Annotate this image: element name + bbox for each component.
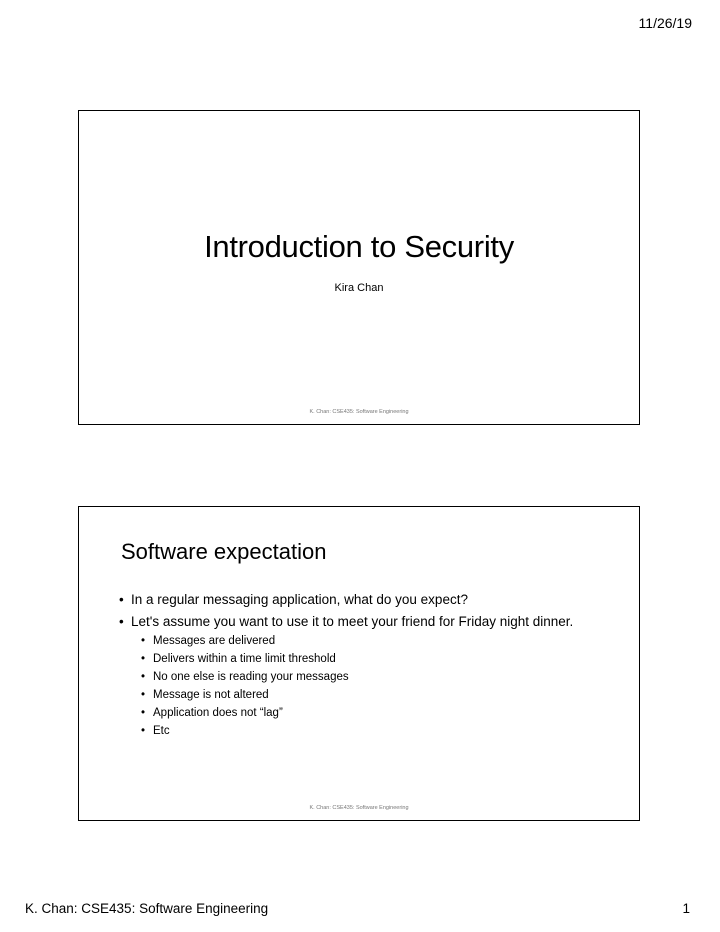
page-number: 1 xyxy=(682,901,690,916)
slide-footer: K. Chan: CSE435: Software Engineering xyxy=(309,409,409,415)
sub-bullet-item: • No one else is reading your messages xyxy=(141,668,599,686)
bullet-text: Let's assume you want to use it to meet your friend for Friday night dinner. xyxy=(131,614,574,629)
slide-title: Software expectation xyxy=(121,539,327,564)
slide-1 xyxy=(78,110,640,425)
bullet-list xyxy=(119,591,599,745)
slide-2 xyxy=(78,506,640,821)
sub-bullet-item: • Delivers within a time limit threshold xyxy=(141,650,599,668)
sub-bullet-item: • Messages are delivered xyxy=(141,632,599,650)
handout-date: 11/26/19 xyxy=(638,15,692,31)
slide-title: Introduction to Security xyxy=(204,229,514,264)
bullet-item xyxy=(119,613,599,740)
bullet-item: • In a regular messaging application, what do you expect? xyxy=(119,591,599,608)
sub-bullet-item: • Message is not altered xyxy=(141,686,599,704)
sub-bullet-item: • Etc xyxy=(141,722,599,740)
sub-bullet-item: • Application does not “lag” xyxy=(141,704,599,722)
slide-footer: K. Chan: CSE435: Software Engineering xyxy=(309,805,409,811)
slide-author: Kira Chan xyxy=(334,282,384,294)
page-footer: K. Chan: CSE435: Software Engineering xyxy=(25,901,269,916)
sub-bullet-list xyxy=(141,632,599,740)
